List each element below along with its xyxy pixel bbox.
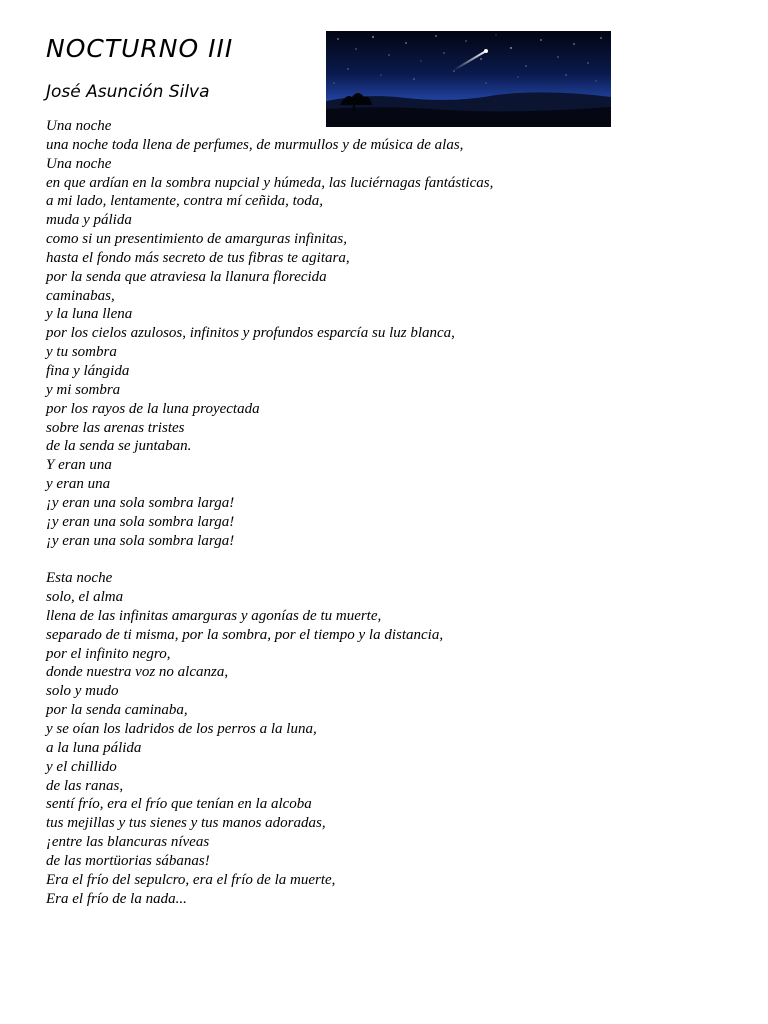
- poem-line: por la senda que atraviesa la llanura florecida: [46, 268, 327, 285]
- poem-line: sobre las arenas tristes: [46, 419, 185, 436]
- poem-line: a la luna pálida: [46, 739, 142, 756]
- poem-line: por los rayos de la luna proyectada: [46, 400, 260, 417]
- poem-line: ¡y eran una sola sombra larga!: [46, 513, 235, 530]
- poem-line: de la senda se juntaban.: [46, 438, 192, 455]
- poem-author: José Asunción Silva: [46, 82, 210, 102]
- poem-line: por el infinito negro,: [46, 645, 171, 662]
- poem-line: Una noche: [46, 155, 112, 172]
- poem-line: Y eran una: [46, 457, 112, 474]
- poem-line: a mi lado, lentamente, contra mí ceñida, toda,: [46, 193, 324, 210]
- poem-line: solo y mudo: [46, 683, 119, 700]
- poem-line: y se oían los ladridos de los perros a la luna,: [46, 721, 317, 737]
- poem-line: por la senda caminaba,: [46, 702, 188, 719]
- poem-stanza: [46, 117, 746, 550]
- poem-line: ¡y eran una sola sombra larga!: [46, 494, 235, 511]
- poem-line: por los cielos azulosos, infinitos y profundos esparcía su luz blanca,: [46, 325, 455, 342]
- poem-line: de las mortüorias sábanas!: [46, 852, 210, 869]
- poem-line: solo, el alma: [46, 589, 124, 606]
- poem-line: de las ranas,: [46, 777, 124, 794]
- poem-line: llena de las infinitas amarguras y agonías de tu muerte,: [46, 607, 382, 624]
- poem-line: fina y lángida: [46, 362, 130, 379]
- poem-line: hasta el fondo más secreto de tus fibras te agitara,: [46, 249, 350, 266]
- poem-line: Era el frío del sepulcro, era el frío de la muerte,: [46, 871, 336, 888]
- poem-line: tus mejillas y tus sienes y tus manos adoradas,: [46, 815, 326, 832]
- poem-line: sentí frío, era el frío que tenían en la alcoba: [46, 796, 312, 813]
- poem-line: y el chillido: [46, 758, 117, 775]
- poem-title: NOCTURNO III: [46, 34, 234, 63]
- poem-line: como si un presentimiento de amarguras infinitas,: [46, 231, 347, 248]
- poem-line: y eran una: [46, 476, 111, 493]
- poem-body: [46, 117, 746, 927]
- poem-line: ¡entre las blancuras níveas: [46, 834, 210, 851]
- poem-line: y la luna llena: [46, 306, 133, 323]
- poem-line: Una noche: [46, 118, 112, 134]
- poem-line: Era el frío de la nada...: [46, 890, 187, 907]
- poem-stanza: [46, 569, 746, 908]
- poem-line: donde nuestra voz no alcanza,: [46, 664, 229, 681]
- poem-line: separado de ti misma, por la sombra, por el tiempo y la distancia,: [46, 626, 444, 643]
- night-sky-shooting-star-icon: [326, 31, 611, 127]
- poem-line: una noche toda llena de perfumes, de murmullos y de música de alas,: [46, 136, 464, 153]
- poem-line: y mi sombra: [46, 381, 121, 398]
- poem-line: muda y pálida: [46, 212, 132, 229]
- poem-line: en que ardían en la sombra nupcial y húmeda, las luciérnagas fantásticas,: [46, 174, 494, 191]
- poem-line: caminabas,: [46, 287, 115, 304]
- poem-line: y tu sombra: [46, 344, 117, 361]
- poem-line: ¡y eran una sola sombra larga!: [46, 532, 235, 549]
- poem-line: Esta noche: [46, 570, 113, 587]
